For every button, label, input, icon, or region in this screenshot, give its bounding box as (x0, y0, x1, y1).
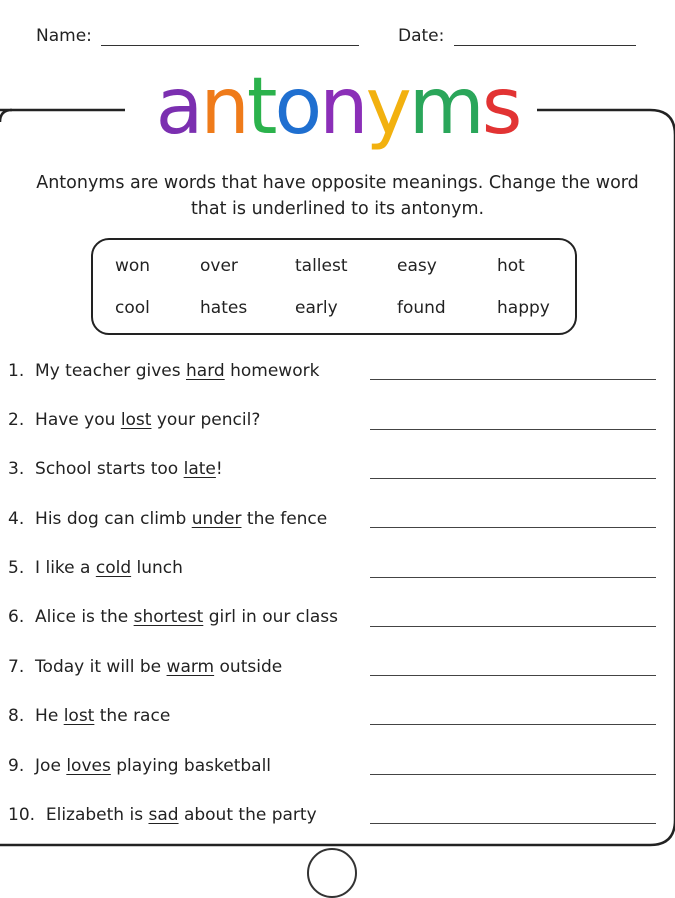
underlined-word: warm (166, 657, 215, 677)
word-bank-item: hates (200, 298, 248, 318)
underlined-word: under (191, 509, 242, 529)
title-letter: o (274, 62, 320, 152)
word-bank-item: hot (497, 256, 525, 276)
word-bank-item: won (115, 256, 151, 276)
question-text: ! (215, 459, 223, 479)
question-text: Elizabeth is (45, 805, 149, 825)
question-5 (8, 558, 183, 578)
question-number: 4. (8, 509, 25, 529)
answer-line[interactable] (370, 724, 656, 725)
word-bank-item: happy (497, 298, 550, 318)
question-text: His dog can climb (35, 509, 192, 529)
question-number: 7. (8, 657, 25, 677)
question-8 (8, 706, 170, 726)
title-letter: y (365, 62, 409, 152)
question-text: homework (224, 361, 320, 381)
title-letter: s (481, 62, 520, 152)
word-bank-item: over (200, 256, 238, 276)
question-text: He (35, 706, 64, 726)
question-text: Alice is the (35, 607, 134, 627)
word-bank-item: tallest (295, 256, 348, 276)
title-letter: a (155, 62, 201, 152)
word-bank-item: found (397, 298, 446, 318)
instructions (30, 170, 645, 222)
worksheet-title (0, 62, 675, 152)
question-number: 2. (8, 410, 25, 430)
question-text: School starts too (35, 459, 184, 479)
answer-line[interactable] (370, 577, 656, 578)
question-text: the race (94, 706, 171, 726)
question-text: Have you (35, 410, 121, 430)
answer-line[interactable] (370, 478, 656, 479)
date-field (398, 26, 636, 46)
question-text: about the party (178, 805, 317, 825)
underlined-word: shortest (133, 607, 204, 627)
underlined-word: loves (66, 756, 111, 776)
question-text: My teacher gives (35, 361, 186, 381)
name-field (36, 26, 359, 46)
answer-line[interactable] (370, 675, 656, 676)
word-bank-item: early (295, 298, 338, 318)
underlined-word: lost (120, 410, 152, 430)
underlined-word: hard (186, 361, 225, 381)
title-letter: n (200, 62, 247, 152)
word-bank (91, 238, 577, 335)
question-3 (8, 459, 223, 479)
underlined-word: sad (148, 805, 179, 825)
date-line[interactable] (454, 27, 636, 46)
underlined-word: cold (95, 558, 132, 578)
name-label: Name: (36, 26, 92, 46)
question-text: Today it will be (35, 657, 167, 677)
question-text: outside (214, 657, 283, 677)
question-text: I like a (35, 558, 96, 578)
question-1 (8, 361, 319, 381)
answer-line[interactable] (370, 774, 656, 775)
answer-line[interactable] (370, 626, 656, 627)
publisher-logo (307, 848, 357, 898)
instructions-line: Antonyms are words that have opposite meanings. Change the word (36, 173, 639, 193)
question-9 (8, 756, 271, 776)
name-line[interactable] (101, 27, 359, 46)
question-number: 1. (8, 361, 25, 381)
instructions-line: that is underlined to its antonym. (190, 199, 485, 219)
word-bank-item: cool (115, 298, 150, 318)
question-text: the fence (241, 509, 328, 529)
question-number: 6. (8, 607, 25, 627)
question-number: 9. (8, 756, 25, 776)
title-letter: t (246, 62, 275, 152)
question-4 (8, 509, 327, 529)
title-letter: n (319, 62, 366, 152)
question-2 (8, 410, 260, 430)
question-text: Joe (35, 756, 67, 776)
question-text: girl in our class (203, 607, 339, 627)
question-10 (8, 805, 317, 825)
title-letter: m (408, 62, 482, 152)
question-number: 8. (8, 706, 25, 726)
answer-line[interactable] (370, 429, 656, 430)
answer-line[interactable] (370, 823, 656, 824)
question-text: playing basketball (110, 756, 272, 776)
date-label: Date: (398, 26, 445, 46)
answer-line[interactable] (370, 527, 656, 528)
question-number: 5. (8, 558, 25, 578)
underlined-word: lost (63, 706, 95, 726)
question-7 (8, 657, 282, 677)
word-bank-item: easy (397, 256, 437, 276)
underlined-word: late (183, 459, 216, 479)
question-text: lunch (131, 558, 183, 578)
question-text: your pencil? (151, 410, 261, 430)
question-6 (8, 607, 338, 627)
question-number: 3. (8, 459, 25, 479)
question-number: 10. (8, 805, 36, 825)
answer-line[interactable] (370, 379, 656, 380)
